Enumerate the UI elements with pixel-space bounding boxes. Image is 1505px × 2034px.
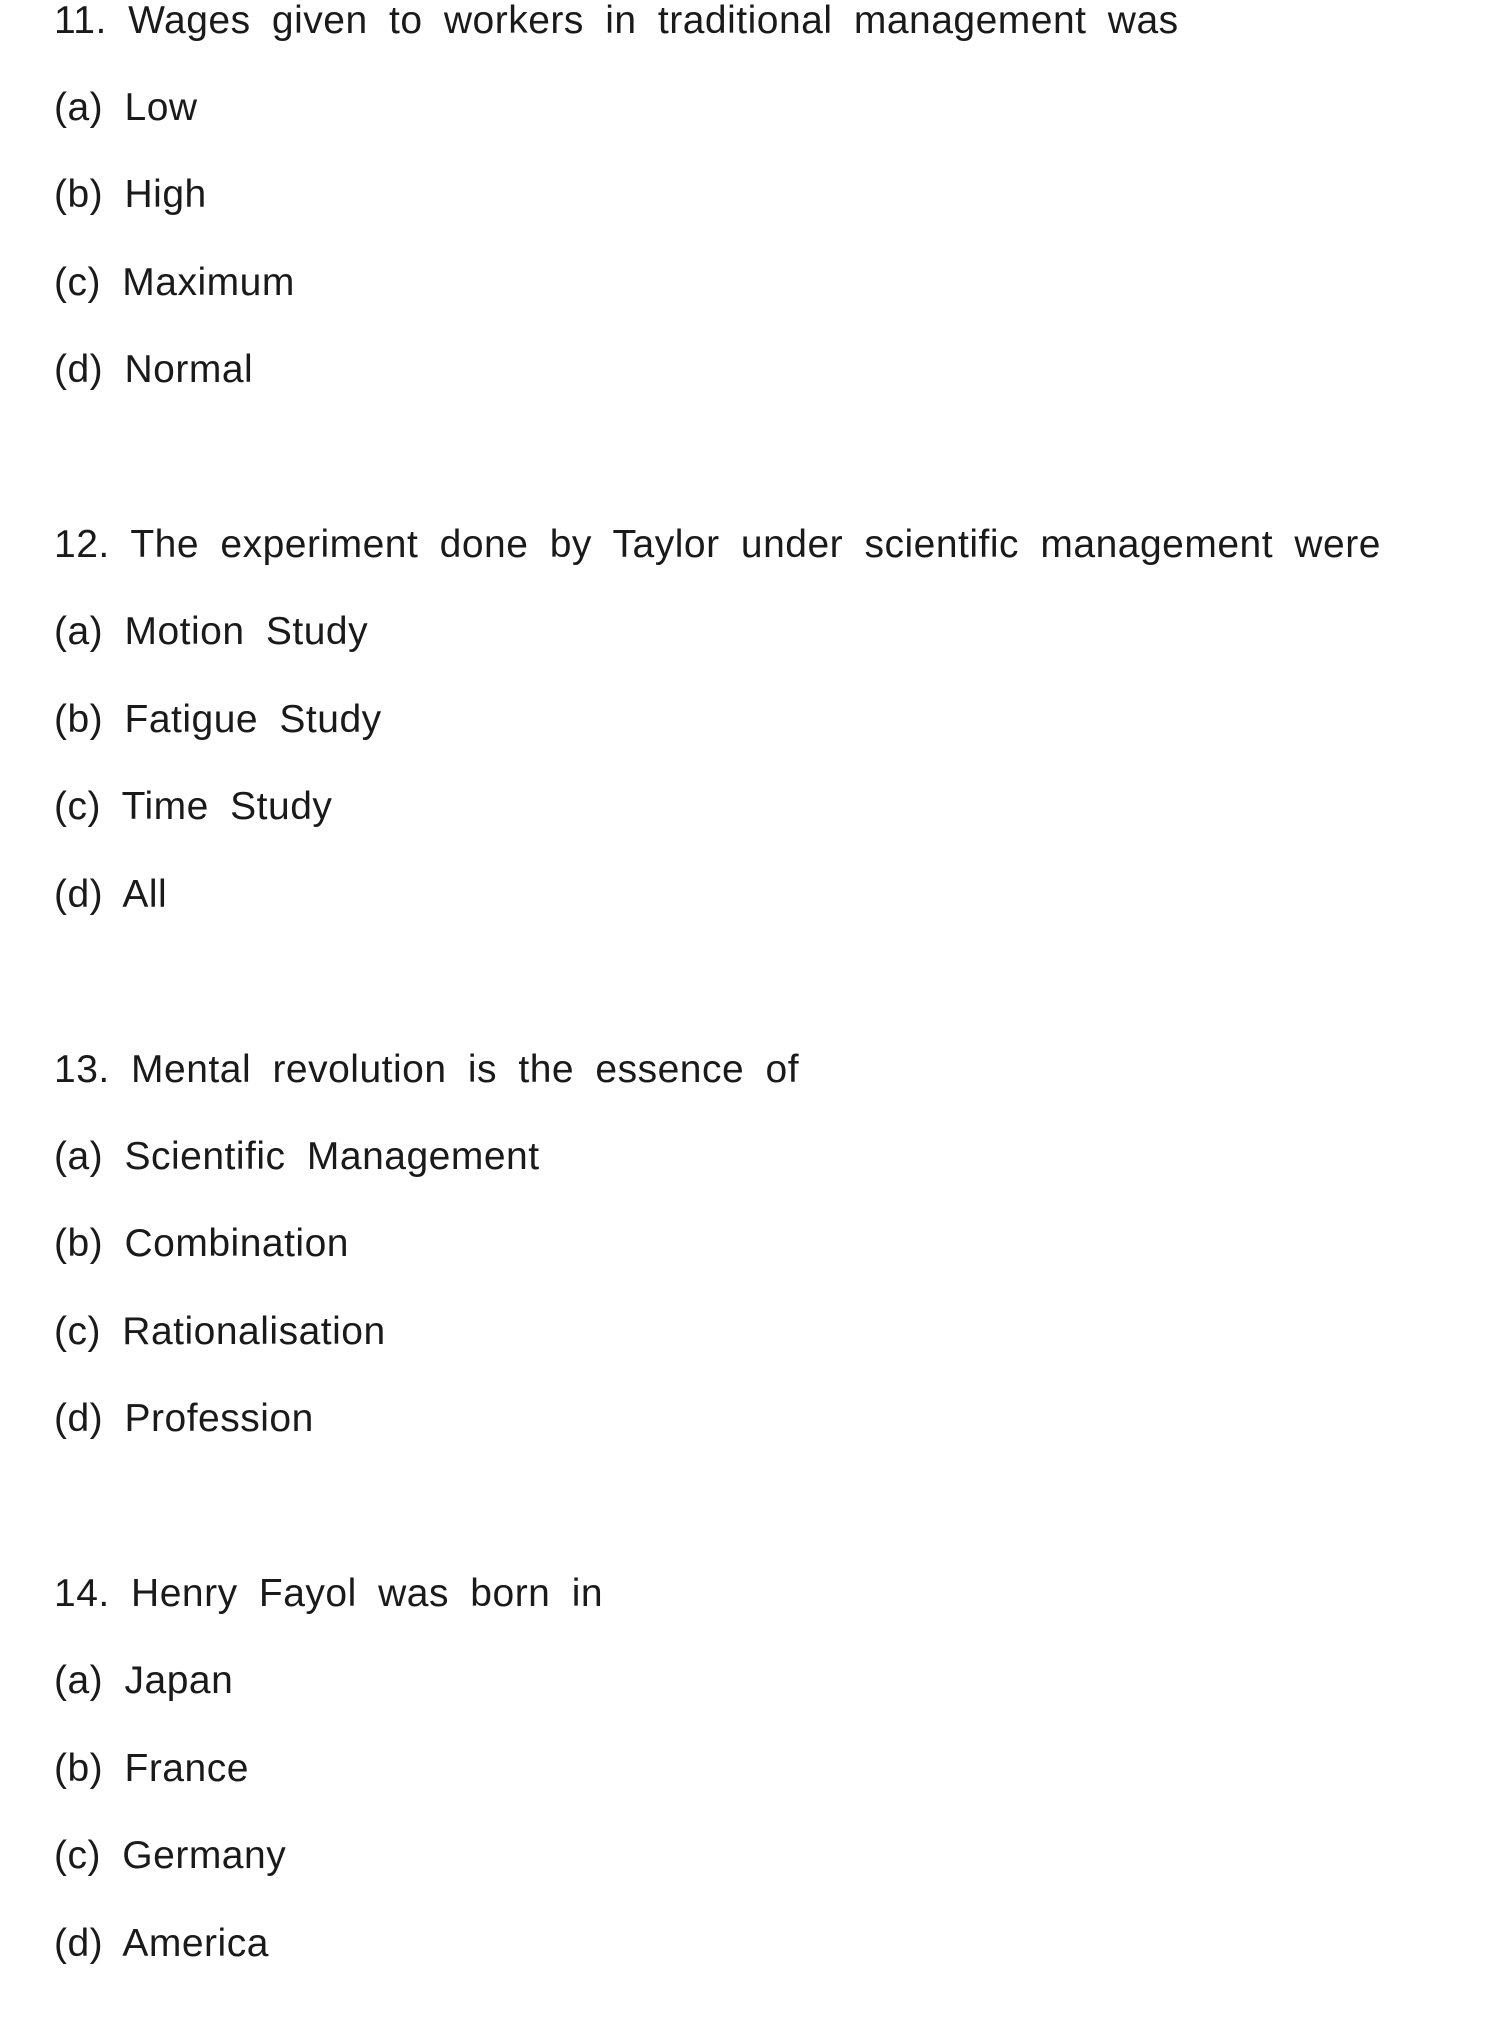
question-13-option-b: (b) Combination <box>54 1222 349 1265</box>
question-13-text: 13. Mental revolution is the essence of <box>54 1048 800 1091</box>
question-13-option-d: (d) Profession <box>54 1397 314 1440</box>
question-13-option-a: (a) Scientific Management <box>54 1135 540 1178</box>
question-12-option-b: (b) Fatigue Study <box>54 698 382 741</box>
question-11-option-a: (a) Low <box>54 86 198 129</box>
question-12-option-c: (c) Time Study <box>54 785 333 828</box>
question-12-option-d: (d) All <box>54 873 168 916</box>
question-13-option-c: (c) Rationalisation <box>54 1310 386 1353</box>
question-12-text: 12. The experiment done by Taylor under scientific management were <box>54 523 1381 566</box>
question-11-option-d: (d) Normal <box>54 348 254 391</box>
question-14-option-b: (b) France <box>54 1747 249 1790</box>
question-11-text: 11. Wages given to workers in traditional management was <box>54 0 1179 42</box>
question-14-option-a: (a) Japan <box>54 1659 234 1702</box>
question-11-option-b: (b) High <box>54 173 207 216</box>
question-14-option-d: (d) America <box>54 1922 269 1965</box>
question-14-text: 14. Henry Fayol was born in <box>54 1572 604 1615</box>
question-14-option-c: (c) Germany <box>54 1834 287 1877</box>
question-11-option-c: (c) Maximum <box>54 261 295 304</box>
question-12-option-a: (a) Motion Study <box>54 610 369 653</box>
